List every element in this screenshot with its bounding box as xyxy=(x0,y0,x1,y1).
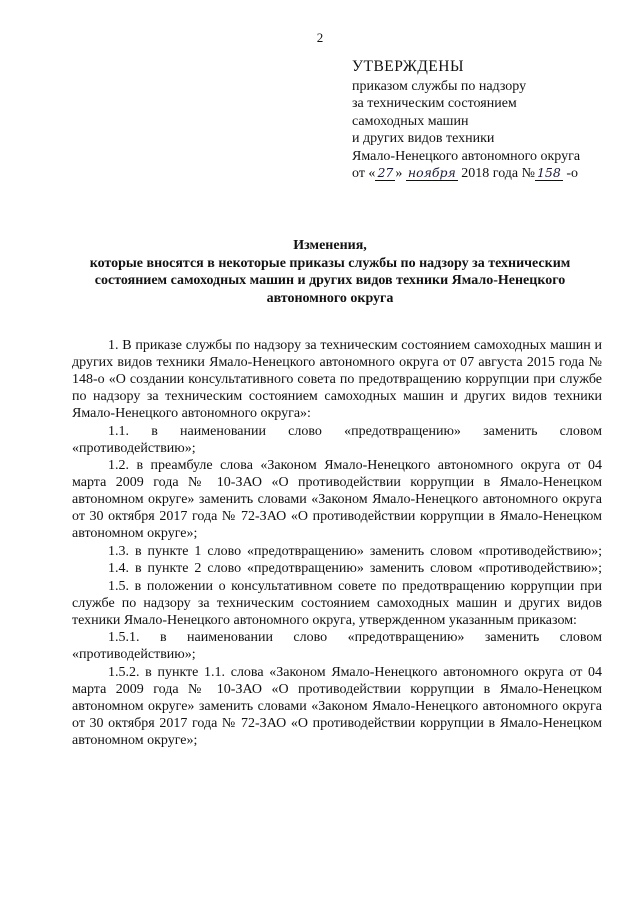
document-body xyxy=(72,337,602,749)
title-line-2: которые вносятся в некоторые приказы службы по надзору за техническим состоянием самоходных машин и других видов техники Ямало-Ненецкого автономного округа xyxy=(89,255,571,306)
approval-date-line xyxy=(352,165,612,183)
paragraph: 1. В приказе службы по надзору за техническим состоянием самоходных машин и других видов техники Ямало-Ненецкого автономного округа от 07 августа 2015 года № 148-о «О создании консультативного совета по предотвращению коррупции при службе по надзору за техническим состоянием самоходных машин и других видов техники Ямало-Ненецкого автономного округа»: xyxy=(72,338,602,421)
paragraph: 1.3. в пункте 1 слово «предотвращению» заменить словом «противодействию»; xyxy=(108,543,602,559)
document-title xyxy=(60,237,600,307)
date-prefix: от « xyxy=(352,166,376,181)
paragraph: 1.5. в положении о консультативном совете по предотвращению коррупции при службе по надзору за техническим состоянием самоходных машин и других видов техники Ямало-Ненецкого автономного округа, утвержденном указанным приказом: xyxy=(72,578,602,628)
approval-line: Ямало-Ненецкого автономного округа xyxy=(352,148,581,164)
handwritten-month: ноября xyxy=(407,165,456,180)
paragraph: 1.5.1. в наименовании слово «предотвращению» заменить словом «противодействию»; xyxy=(72,630,602,662)
date-day-close: » xyxy=(395,166,403,181)
approval-line: самоходных машин xyxy=(352,113,469,129)
paragraph: 1.5.2. в пункте 1.1. слова «Законом Ямало-Ненецкого автономного округа от 04 марта 2009 года № 10-ЗАО «О противодействии коррупции в Ямало-Ненецком автономном округе» заменить словами «Законом Ямало-Ненецкого автономного округа от 30 октября 2017 года № 72-ЗАО «О противодействии коррупции в Ямало-Ненецком автономном округе»; xyxy=(72,664,602,748)
title-line-1: Изменения, xyxy=(293,238,367,253)
approval-stamp xyxy=(352,58,612,183)
paragraph: 1.4. в пункте 2 слово «предотвращению» заменить словом «противодействию»; xyxy=(108,561,602,576)
paragraph: 1.1. в наименовании слово «предотвращению» заменить словом «противодействию»; xyxy=(72,423,602,456)
order-number-suffix: -о xyxy=(566,166,579,181)
approval-line: и других видов техники xyxy=(352,131,495,146)
handwritten-day: 27 xyxy=(377,165,394,180)
handwritten-order-number: 158 xyxy=(536,165,561,180)
page-number: 2 xyxy=(316,30,324,45)
order-year: 2018 года № xyxy=(461,166,535,181)
approval-heading: УТВЕРЖДЕНЫ xyxy=(352,58,464,75)
paragraph: 1.2. в преамбуле слова «Законом Ямало-Ненецкого автономного округа от 04 марта 2009 года № 10-ЗАО «О противодействии коррупции в Ямало-Ненецком автономном округе» заменить словами «Законом Ямало-Ненецкого автономного округа от 30 октября 2017 года № 72-ЗАО «О противодействии коррупции в Ямало-Ненецком автономном округе»; xyxy=(72,458,602,541)
approval-line: за техническим состоянием xyxy=(352,96,517,111)
approval-line: приказом службы по надзору xyxy=(352,78,527,94)
